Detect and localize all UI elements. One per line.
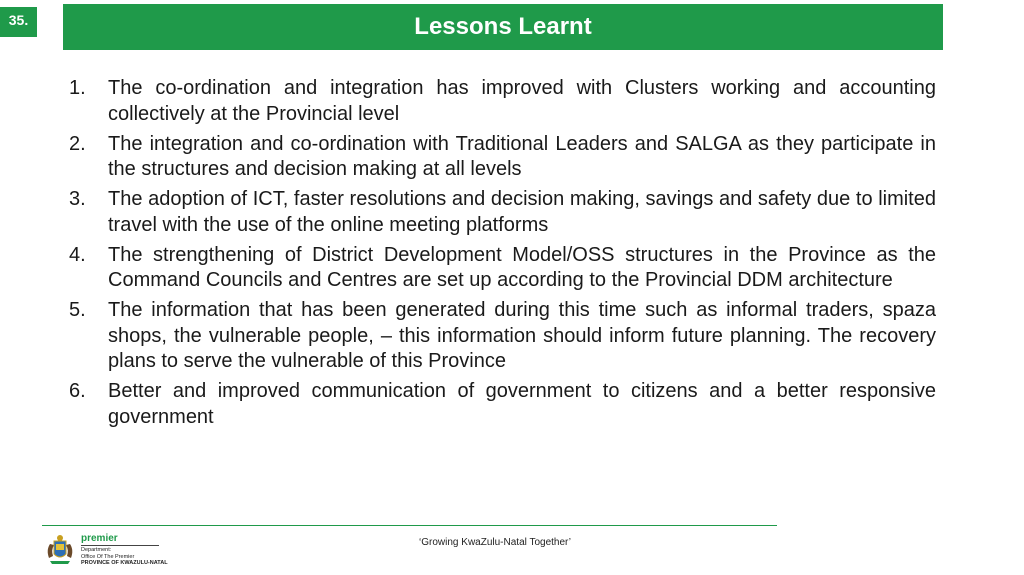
footer-tagline: ‘Growing KwaZulu-Natal Together’	[419, 537, 571, 548]
premier-logo-text: premier	[81, 533, 118, 544]
lesson-item	[69, 243, 936, 294]
lesson-text: The information that has been generated during this time such as informal traders, spaza shops, the vulnerable people, – this information should inform future planning. The recovery plans to serve the vulnerable of this Province	[108, 299, 936, 372]
lesson-number: 1.	[69, 77, 86, 99]
lesson-number: 3.	[69, 188, 86, 210]
department-line-2: Office Of The Premier	[81, 553, 135, 560]
department-line-1: Department:	[81, 547, 112, 553]
lesson-item	[69, 76, 936, 127]
lesson-number: 4.	[69, 243, 86, 266]
lesson-number: 6.	[69, 380, 86, 402]
lesson-text: The co-ordination and integration has improved with Clusters working and accounting collectively at the Provincial level	[108, 77, 936, 125]
department-line-3: PROVINCE OF KWAZULU-NATAL	[81, 560, 168, 566]
lesson-item	[69, 298, 936, 375]
coat-of-arms-icon	[44, 532, 76, 566]
department-label	[81, 547, 168, 567]
slide-number-badge: 35.	[0, 7, 37, 37]
lesson-text: Better and improved communication of government to citizens and a better responsive government	[108, 380, 936, 428]
lesson-text: The integration and co-ordination with Traditional Leaders and SALGA as they participate in the structures and decision making at all levels	[108, 132, 936, 180]
lesson-number: 5.	[69, 299, 86, 321]
footer-divider	[42, 525, 777, 526]
lesson-item	[69, 132, 936, 183]
slide-title: Lessons Learnt	[63, 4, 943, 50]
lesson-item	[69, 379, 936, 430]
logo-rule	[81, 545, 159, 546]
lesson-number: 2.	[69, 132, 86, 155]
lesson-item	[69, 187, 936, 238]
lesson-text: The strengthening of District Development Model/OSS structures in the Province as the Command Councils and Centres are set up according to the Provincial DDM architecture	[108, 243, 936, 291]
lessons-list	[69, 76, 936, 435]
lesson-text: The adoption of ICT, faster resolutions and decision making, savings and safety due to limited travel with the use of the online meeting platforms	[108, 188, 936, 236]
